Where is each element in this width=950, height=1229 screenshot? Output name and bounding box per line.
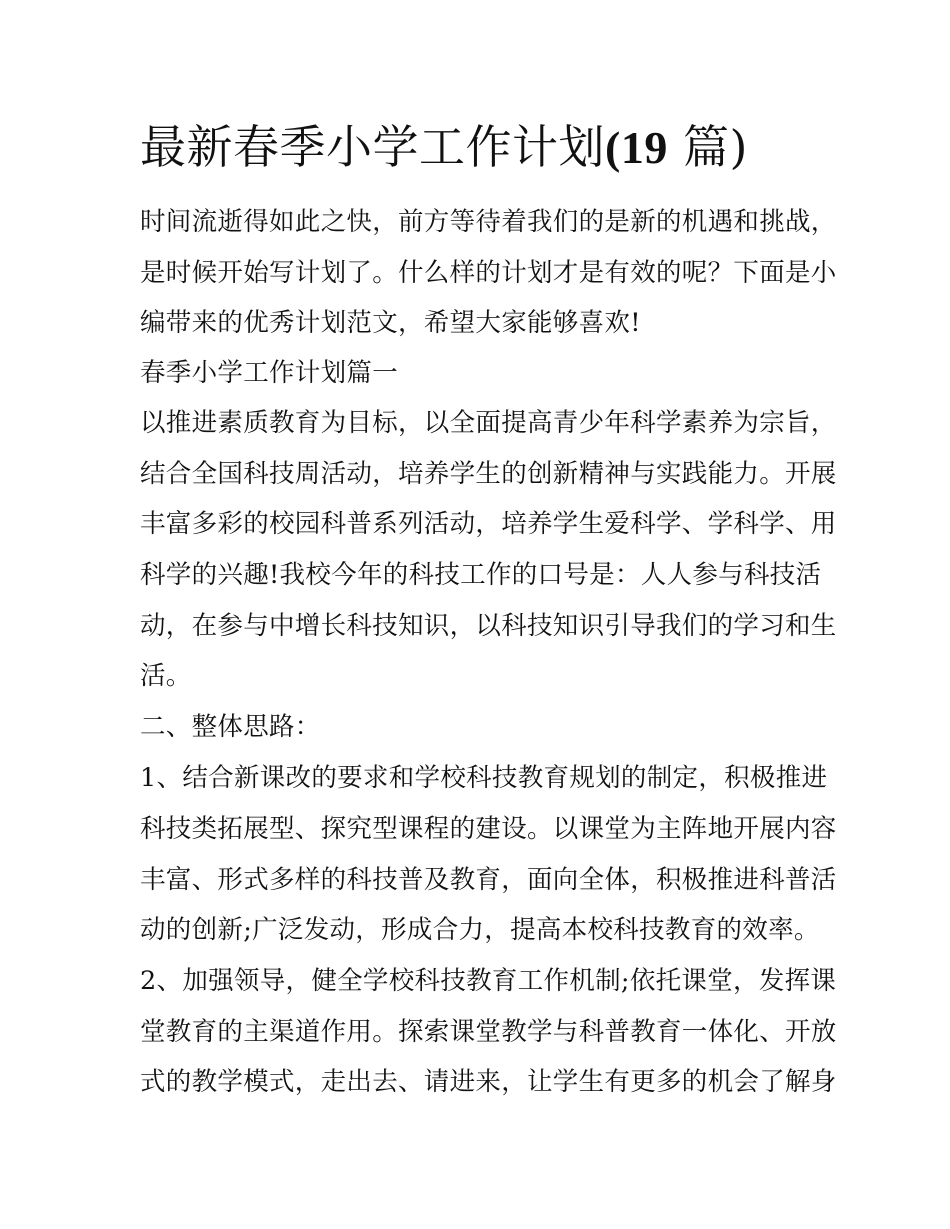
title-prefix: 最新春季小学工作计划 <box>140 120 605 174</box>
body-line: 堂教育的主渠道作用。探索课堂教学与科普教育一体化、开放 <box>140 1017 837 1047</box>
body-line: 式的教学模式，走出去、请进来，让学生有更多的机会了解身 <box>140 1067 837 1097</box>
body-line: 丰富、形式多样的科技普及教育，面向全体，积极推进科普活 <box>140 865 837 895</box>
title-count: (19 <box>605 122 668 173</box>
intro-line-3: 编带来的优秀计划范文，希望大家能够喜欢! <box>140 308 641 338</box>
body-line: 动的创新;广泛发动，形成合力，提高本校科技教育的效率。 <box>140 915 820 945</box>
body-line: 科技类拓展型、探究型课程的建设。以课堂为主阵地开展内容 <box>140 814 837 844</box>
section-heading-2: 二、整体思路： <box>140 712 321 742</box>
body-line: 活。 <box>140 661 192 691</box>
title-suffix: 篇) <box>682 120 748 174</box>
body-line: 科学的兴趣!我校今年的科技工作的口号是：人人参与科技活 <box>140 560 822 590</box>
body-line: 丰富多彩的校园科普系列活动，培养学生爱科学、学科学、用 <box>140 509 837 539</box>
section-heading-1: 春季小学工作计划篇一 <box>140 358 399 388</box>
body-line: 以推进素质教育为目标，以全面提高青少年科学素养为宗旨， <box>140 408 837 438</box>
intro-line-1: 时间流逝得如此之快，前方等待着我们的是新的机遇和挑战， <box>140 207 837 237</box>
intro-line-2: 是时候开始写计划了。什么样的计划才是有效的呢？下面是小 <box>140 258 837 288</box>
document-title <box>140 112 840 183</box>
body-line: 动，在参与中增长科技知识，以科技知识引导我们的学习和生 <box>140 611 837 641</box>
body-line: 1、结合新课改的要求和学校科技教育规划的制定，积极推进 <box>140 763 828 793</box>
body-line: 结合全国科技周活动，培养学生的创新精神与实践能力。开展 <box>140 459 837 489</box>
body-line: 2、加强领导，健全学校科技教育工作机制;依托课堂，发挥课 <box>140 966 837 996</box>
